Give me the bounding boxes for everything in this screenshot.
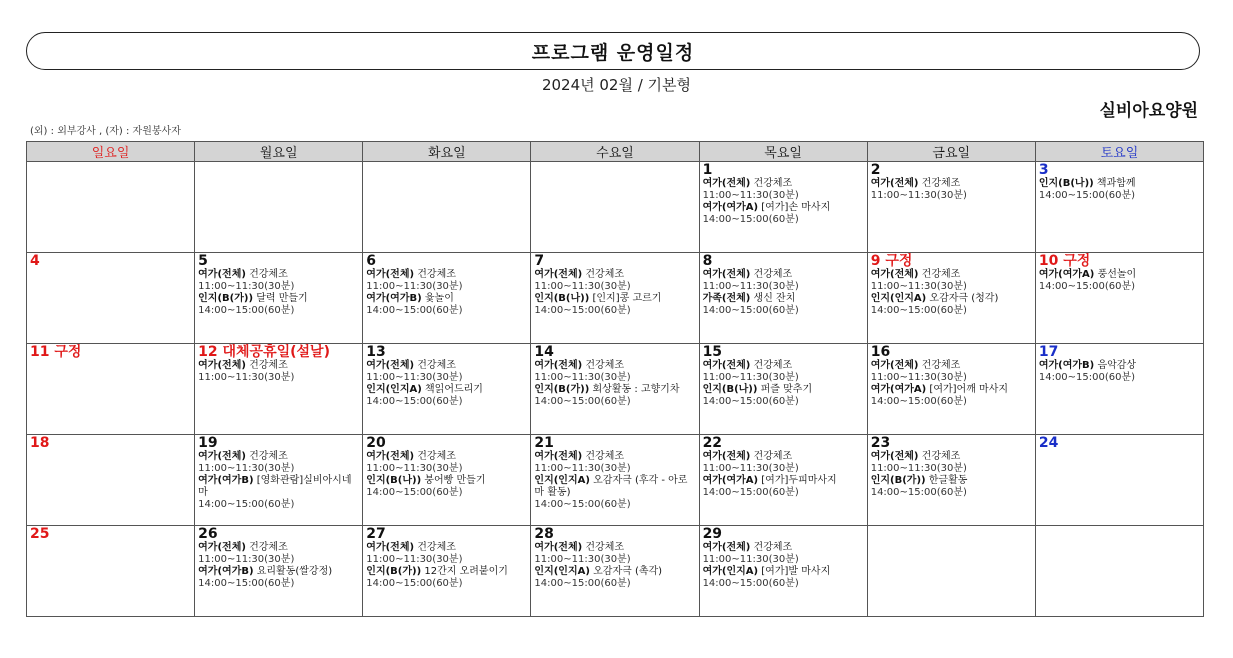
- program-event: [366, 360, 527, 384]
- day-number: 26: [198, 526, 218, 542]
- program-event: [703, 293, 864, 317]
- event-name: 달력 만들기: [256, 293, 308, 304]
- event-name: [여가]어깨 마사지: [929, 384, 1009, 395]
- day-number: 29: [702, 526, 723, 542]
- event-group: 인지(B(나)): [366, 475, 422, 486]
- program-event: [871, 360, 1032, 384]
- program-event: [534, 475, 695, 511]
- program-event: [871, 178, 1032, 202]
- event-group: 여가(여가A): [702, 202, 759, 213]
- event-name: 건강체조: [753, 269, 793, 280]
- calendar-day-cell: [1035, 162, 1203, 253]
- event-name: 퍼즐 맞추기: [760, 384, 813, 395]
- program-event: [703, 360, 864, 384]
- program-event: [198, 293, 359, 317]
- event-name: 음악감상: [1097, 360, 1137, 371]
- weekday-saturday: 토요일: [1035, 142, 1203, 162]
- program-event: [366, 384, 527, 408]
- event-group: 여가(여가A): [870, 384, 927, 395]
- event-group: 여가(전체): [366, 451, 415, 462]
- calendar-day-cell: [1035, 435, 1203, 526]
- event-time: 14:00~15:00(60분): [534, 499, 631, 510]
- page-subtitle: 2024년 02월 / 기본형: [541, 76, 692, 94]
- program-event: [871, 269, 1032, 293]
- day-number: 21: [534, 435, 554, 451]
- event-group: 인지(B(나)): [1038, 178, 1094, 189]
- event-name: 건강체조: [921, 451, 961, 462]
- event-group: 여가(전체): [702, 360, 751, 371]
- calendar-day-cell: [1035, 344, 1203, 435]
- calendar-day-cell: [363, 162, 531, 253]
- day-number: 17: [1038, 344, 1059, 360]
- event-time: 11:00~11:30(30분): [534, 463, 631, 474]
- event-time: 14:00~15:00(60분): [870, 396, 967, 407]
- calendar-day-cell: [195, 526, 363, 617]
- calendar-day-cell: [195, 435, 363, 526]
- calendar-day-cell: [699, 435, 867, 526]
- event-group: 여가(전체): [702, 178, 751, 189]
- event-name: 한글활동: [928, 475, 968, 486]
- weekday-friday: 금요일: [867, 142, 1035, 162]
- event-time: 11:00~11:30(30분): [870, 190, 967, 201]
- calendar-body: [27, 162, 1204, 617]
- program-event: [198, 566, 359, 590]
- weekday-tuesday: 화요일: [363, 142, 531, 162]
- calendar-day-cell: [699, 253, 867, 344]
- calendar-day-cell: [195, 253, 363, 344]
- event-time: 11:00~11:30(30분): [198, 372, 295, 383]
- program-event: [198, 269, 359, 293]
- program-event: [1039, 360, 1200, 384]
- event-group: 여가(인지A): [702, 566, 759, 577]
- event-time: 14:00~15:00(60분): [702, 578, 799, 589]
- program-event: [703, 566, 864, 590]
- calendar-day-cell: [1035, 253, 1203, 344]
- event-group: 인지(인지A): [534, 566, 590, 577]
- event-time: 14:00~15:00(60분): [366, 578, 463, 589]
- event-name: 건강체조: [417, 360, 456, 371]
- event-name: 건강체조: [249, 451, 288, 462]
- calendar-day-cell: [867, 253, 1035, 344]
- event-time: 11:00~11:30(30분): [702, 554, 799, 565]
- calendar-day-cell: [27, 344, 195, 435]
- event-name: 건강체조: [585, 360, 625, 371]
- program-event: [1039, 269, 1200, 293]
- page-title: 프로그램 운영일정: [531, 41, 695, 64]
- calendar-week-row: [27, 162, 1204, 253]
- event-time: 11:00~11:30(30분): [702, 281, 799, 292]
- program-event: [198, 360, 359, 384]
- event-group: 여가(전체): [702, 269, 751, 280]
- program-event: [703, 178, 864, 202]
- event-time: 14:00~15:00(60분): [1038, 190, 1136, 201]
- day-number: 8: [702, 253, 713, 269]
- event-name: 건강체조: [753, 178, 793, 189]
- event-group: 인지(인지A): [534, 475, 590, 486]
- event-name: 건강체조: [921, 269, 961, 280]
- program-event: [534, 566, 695, 590]
- event-time: 11:00~11:30(30분): [198, 554, 295, 565]
- event-name: 건강체조: [753, 451, 793, 462]
- event-time: 14:00~15:00(60분): [1038, 372, 1136, 383]
- event-time: 11:00~11:30(30분): [702, 463, 799, 474]
- day-number: 24: [1038, 435, 1059, 451]
- calendar-day-cell: [867, 344, 1035, 435]
- calendar-day-cell: [867, 435, 1035, 526]
- calendar-day-cell: [195, 344, 363, 435]
- event-time: 11:00~11:30(30분): [366, 372, 463, 383]
- event-time: 11:00~11:30(30분): [870, 281, 967, 292]
- day-number: 15: [702, 344, 723, 360]
- event-group: 여가(전체): [198, 360, 246, 371]
- event-group: 여가(전체): [198, 542, 246, 553]
- calendar-day-cell: [363, 253, 531, 344]
- program-event: [198, 542, 359, 566]
- event-name: 요리활동(쌀강정): [256, 566, 333, 577]
- event-group: 여가(전체): [534, 269, 583, 280]
- day-number: 3: [1038, 162, 1049, 178]
- program-event: [534, 269, 695, 293]
- event-group: 여가(전체): [870, 451, 919, 462]
- event-time: 14:00~15:00(60분): [366, 487, 463, 498]
- event-name: 건강체조: [249, 360, 288, 371]
- legend-text: (외) : 외부강사 , (자) : 자원봉사자: [30, 126, 181, 137]
- event-name: 오감자극 (후각 - 아로마 활동): [534, 475, 688, 498]
- program-event: [703, 269, 864, 293]
- calendar-day-cell: [867, 526, 1035, 617]
- calendar-day-cell: [867, 162, 1035, 253]
- event-name: 건강체조: [585, 451, 625, 462]
- event-name: 책읽어드리기: [425, 384, 483, 395]
- event-group: 여가(전체): [366, 542, 415, 553]
- event-time: 11:00~11:30(30분): [702, 190, 799, 201]
- event-time: 14:00~15:00(60분): [1038, 281, 1136, 292]
- weekday-thursday: 목요일: [699, 142, 867, 162]
- event-group: 인지(B(나)): [702, 384, 758, 395]
- day-number: 19: [198, 435, 218, 451]
- program-event: [1039, 178, 1200, 202]
- event-name: 건강체조: [585, 542, 625, 553]
- event-group: 여가(전체): [366, 269, 415, 280]
- program-event: [534, 293, 695, 317]
- program-event: [871, 451, 1032, 475]
- program-event: [871, 475, 1032, 499]
- calendar-day-cell: [531, 162, 699, 253]
- day-number: 2: [870, 162, 881, 178]
- event-time: 14:00~15:00(60분): [870, 487, 967, 498]
- event-name: 건강체조: [585, 269, 625, 280]
- event-group: 여가(전체): [534, 451, 583, 462]
- event-group: 여가(전체): [366, 360, 415, 371]
- event-name: [인지]콩 고르기: [592, 293, 662, 304]
- calendar-day-cell: [1035, 526, 1203, 617]
- day-number: 25: [30, 526, 50, 542]
- weekday-sunday: 일요일: [27, 142, 195, 162]
- day-number: 13: [366, 344, 386, 360]
- day-number: 9 구정: [870, 253, 913, 269]
- event-time: 14:00~15:00(60분): [198, 578, 295, 589]
- event-group: 여가(전체): [702, 542, 751, 553]
- event-group: 여가(전체): [870, 360, 919, 371]
- event-time: 14:00~15:00(60분): [702, 214, 799, 225]
- calendar-day-cell: [27, 435, 195, 526]
- calendar-day-cell: [363, 435, 531, 526]
- event-name: 건강체조: [753, 360, 793, 371]
- program-event: [703, 451, 864, 475]
- event-name: 건강체조: [921, 360, 961, 371]
- calendar-day-cell: [699, 162, 867, 253]
- calendar-week-row: [27, 344, 1204, 435]
- event-name: 생신 잔치: [753, 293, 796, 304]
- program-event: [703, 475, 864, 499]
- program-event: [871, 384, 1032, 408]
- program-event: [534, 360, 695, 384]
- program-event: [366, 451, 527, 475]
- event-group: 여가(전체): [702, 451, 751, 462]
- program-event: [366, 293, 527, 317]
- event-group: 여가(전체): [870, 269, 919, 280]
- event-name: 건강체조: [249, 269, 288, 280]
- day-number: 16: [870, 344, 891, 360]
- program-event: [366, 566, 527, 590]
- day-number: 20: [366, 435, 386, 451]
- day-number: 27: [366, 526, 386, 542]
- program-event: [534, 451, 695, 475]
- event-group: 여가(전체): [198, 269, 246, 280]
- day-number: 23: [870, 435, 891, 451]
- event-group: 인지(B(가)): [534, 384, 590, 395]
- event-group: 인지(인지A): [366, 384, 422, 395]
- calendar-day-cell: [363, 526, 531, 617]
- event-time: 14:00~15:00(60분): [702, 305, 799, 316]
- event-name: 건강체조: [417, 542, 456, 553]
- day-number: 7: [534, 253, 545, 269]
- event-name: [영화관람]실비아시네마: [198, 475, 352, 498]
- event-group: 가족(전체): [702, 293, 751, 304]
- event-time: 11:00~11:30(30분): [534, 372, 631, 383]
- day-number: 6: [366, 253, 377, 269]
- calendar-day-cell: [27, 526, 195, 617]
- event-name: 책과함께: [1096, 178, 1136, 189]
- weekday-monday: 월요일: [195, 142, 363, 162]
- program-event: [871, 293, 1032, 317]
- day-number: 14: [534, 344, 554, 360]
- event-time: 11:00~11:30(30분): [366, 463, 463, 474]
- day-number: 18: [30, 435, 50, 451]
- calendar-week-row: [27, 253, 1204, 344]
- program-event: [703, 542, 864, 566]
- day-number: 10 구정: [1038, 253, 1091, 269]
- event-name: 붕어빵 만들기: [424, 475, 486, 486]
- event-group: 인지(B(가)): [870, 475, 926, 486]
- event-group: 여가(전체): [198, 451, 246, 462]
- calendar-day-cell: [531, 435, 699, 526]
- calendar-day-cell: [363, 344, 531, 435]
- event-name: 건강체조: [417, 451, 456, 462]
- program-event: [703, 384, 864, 408]
- event-time: 11:00~11:30(30분): [534, 281, 631, 292]
- event-time: 14:00~15:00(60분): [366, 396, 463, 407]
- event-name: 건강체조: [921, 178, 961, 189]
- calendar-table: [26, 141, 1204, 617]
- event-name: 오감자극 (청각): [929, 293, 999, 304]
- event-group: 여가(여가A): [1038, 269, 1095, 280]
- event-time: 11:00~11:30(30분): [366, 554, 463, 565]
- day-number: 28: [534, 526, 554, 542]
- organization-name: 실비아요양원: [1099, 101, 1198, 121]
- calendar-day-cell: [531, 526, 699, 617]
- calendar-week-row: [27, 526, 1204, 617]
- weekday-header-row: [27, 142, 1204, 162]
- event-time: 11:00~11:30(30분): [366, 281, 463, 292]
- event-group: 여가(전체): [534, 360, 583, 371]
- event-group: 인지(인지A): [870, 293, 927, 304]
- calendar-day-cell: [27, 162, 195, 253]
- program-event: [366, 475, 527, 499]
- event-time: 14:00~15:00(60분): [366, 305, 463, 316]
- event-name: 건강체조: [249, 542, 288, 553]
- event-name: 12간지 오려붙이기: [424, 566, 508, 577]
- event-group: 인지(B(가)): [198, 293, 254, 304]
- day-number: 11 구정: [30, 344, 82, 360]
- calendar-day-cell: [699, 344, 867, 435]
- event-group: 여가(여가B): [198, 566, 254, 577]
- weekday-wednesday: 수요일: [531, 142, 699, 162]
- event-name: 건강체조: [753, 542, 793, 553]
- event-name: 오감자극 (촉각): [593, 566, 663, 577]
- event-name: 회상활동 : 고향기차: [592, 384, 680, 395]
- event-time: 14:00~15:00(60분): [198, 499, 295, 510]
- calendar-day-cell: [531, 253, 699, 344]
- event-name: 건강체조: [417, 269, 456, 280]
- program-event: [198, 475, 359, 511]
- event-group: 여가(여가B): [366, 293, 422, 304]
- program-event: [534, 542, 695, 566]
- event-time: 11:00~11:30(30분): [870, 372, 967, 383]
- event-time: 14:00~15:00(60분): [702, 396, 799, 407]
- day-number: 5: [198, 253, 208, 269]
- program-event: [703, 202, 864, 226]
- title-box: [26, 32, 1200, 70]
- event-time: 11:00~11:30(30분): [198, 463, 295, 474]
- event-time: 14:00~15:00(60분): [702, 487, 799, 498]
- event-time: 11:00~11:30(30분): [702, 372, 799, 383]
- event-group: 여가(여가A): [702, 475, 759, 486]
- program-event: [198, 451, 359, 475]
- event-time: 11:00~11:30(30분): [534, 554, 631, 565]
- event-group: 여가(여가B): [1038, 360, 1095, 371]
- event-group: 인지(B(가)): [366, 566, 422, 577]
- event-time: 14:00~15:00(60분): [534, 578, 631, 589]
- event-group: 여가(전체): [870, 178, 919, 189]
- event-time: 14:00~15:00(60분): [534, 305, 631, 316]
- event-group: 인지(B(나)): [534, 293, 590, 304]
- event-time: 14:00~15:00(60분): [870, 305, 967, 316]
- event-name: [여가]두피마사지: [761, 475, 837, 486]
- event-time: 14:00~15:00(60분): [198, 305, 295, 316]
- day-number: 22: [702, 435, 723, 451]
- event-name: 윷놀이: [424, 293, 454, 304]
- calendar-day-cell: [27, 253, 195, 344]
- program-event: [366, 542, 527, 566]
- event-group: 여가(여가B): [198, 475, 254, 486]
- event-name: [여가]손 마사지: [761, 202, 831, 213]
- event-name: 풍선놀이: [1097, 269, 1137, 280]
- program-event: [534, 384, 695, 408]
- calendar-week-row: [27, 435, 1204, 526]
- event-name: [여가]발 마사지: [761, 566, 831, 577]
- calendar-day-cell: [195, 162, 363, 253]
- day-number: 1: [702, 162, 713, 178]
- event-group: 여가(전체): [534, 542, 583, 553]
- day-number: 4: [30, 253, 40, 269]
- calendar-day-cell: [699, 526, 867, 617]
- program-event: [366, 269, 527, 293]
- calendar-day-cell: [531, 344, 699, 435]
- day-number: 12 대체공휴일(설날): [198, 344, 330, 360]
- event-time: 14:00~15:00(60분): [534, 396, 631, 407]
- event-time: 11:00~11:30(30분): [198, 281, 295, 292]
- event-time: 11:00~11:30(30분): [870, 463, 967, 474]
